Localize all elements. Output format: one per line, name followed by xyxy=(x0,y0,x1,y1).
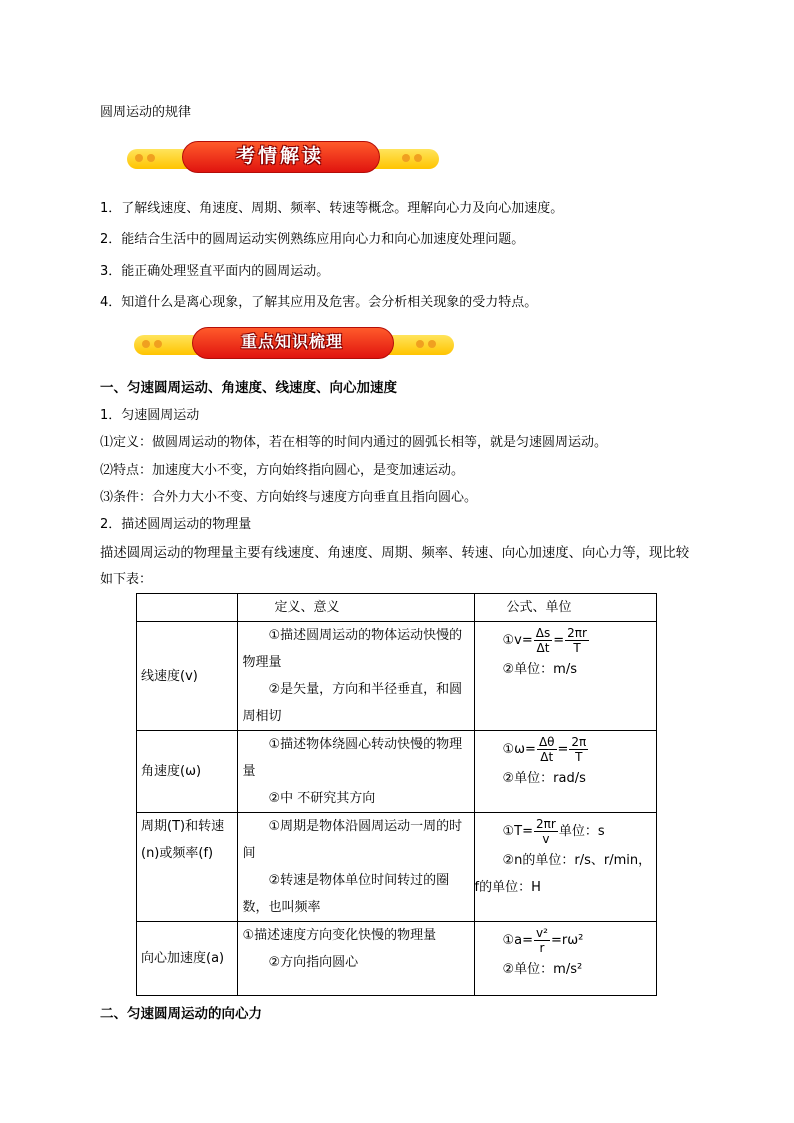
quantities-table xyxy=(136,593,657,996)
row-definition: ①周期是物体沿圆周运动一周的时间 ②转速是物体单位时间转过的圈数，也叫频率 xyxy=(238,813,474,922)
objective-2: 2．能结合生活中的圆周运动实例熟练应用向心力和向心加速度处理问题。 xyxy=(100,232,525,247)
row-name: 周期(T)和转速(n)或频率(f) xyxy=(137,813,238,922)
paragraph-line-1: 描述圆周运动的物理量主要有线速度、角速度、周期、频率、转速、向心加速度、向心力等，现比较 xyxy=(100,546,690,561)
point-definition: ⑴定义：做圆周运动的物体，若在相等的时间内通过的圆弧长相等，就是匀速圆周运动。 xyxy=(100,435,608,450)
table-header-cell: 公式、单位 xyxy=(474,594,656,622)
unit: ②单位：rad/s xyxy=(502,771,586,786)
banner-zhongdian-text: 重点知识梳理 xyxy=(240,332,343,351)
page-title: 圆周运动的规律 xyxy=(100,105,192,120)
subheading-1: 1．匀速圆周运动 xyxy=(100,408,200,423)
unit: ②n的单位：r/s、r/min， xyxy=(502,853,652,868)
row-formula xyxy=(474,922,656,996)
table-header-cell xyxy=(137,594,238,622)
row-formula xyxy=(474,731,656,813)
objective-1: 1．了解线速度、角速度、周期、频率、转速等概念。理解向心力及向心加速度。 xyxy=(100,201,564,216)
point-condition: ⑶条件：合外力大小不变、方向始终与速度方向垂直且指向圆心。 xyxy=(100,490,478,505)
formula: ①v= $\frac{\Delta s}{\Delta t}$ = $\frac{2\pi r}{T}$ xyxy=(502,626,587,655)
banner-kaoqing-text: 考情解读 xyxy=(235,145,324,167)
row-formula xyxy=(474,622,656,731)
row-definition: ①描述圆周运动的物体运动快慢的物理量 ②是矢量，方向和半径垂直，和圆周相切 xyxy=(238,622,474,731)
section-2-heading: 二、匀速圆周运动的向心力 xyxy=(100,1006,262,1022)
row-definition: ①描述速度方向变化快慢的物理量 ②方向指向圆心 xyxy=(238,922,474,996)
section-1-heading: 一、匀速圆周运动、角速度、线速度、向心加速度 xyxy=(100,380,397,396)
point-feature: ⑵特点：加速度大小不变，方向始终指向圆心，是变加速运动。 xyxy=(100,463,465,478)
paragraph-line-2: 如下表： xyxy=(100,572,153,587)
table-row xyxy=(137,813,657,922)
formula: ①a= $\frac{\text{v²}}{r}$ =rω² xyxy=(502,926,584,955)
banner-zhongdian xyxy=(134,326,454,360)
subheading-2: 2．描述圆周运动的物理量 xyxy=(100,517,252,532)
unit: f的单位：H xyxy=(474,880,541,895)
banner-kaoqing xyxy=(127,140,439,174)
table-header-cell: 定义、意义 xyxy=(238,594,474,622)
row-name: 线速度(v) xyxy=(137,622,238,731)
unit: ②单位：m/s xyxy=(502,662,577,677)
row-definition: ①描述物体绕圆心转动快慢的物理量 ②中 不研究其方向 xyxy=(238,731,474,813)
formula: ①ω= $\frac{\Delta\theta}{\Delta t}$ = $\frac{2\pi}{T}$ xyxy=(502,735,587,764)
row-name: 角速度(ω) xyxy=(137,731,238,813)
table-row xyxy=(137,622,657,731)
row-formula xyxy=(474,813,656,922)
unit: ②单位：m/s² xyxy=(502,962,583,977)
table-row xyxy=(137,731,657,813)
row-name: 向心加速度(a) xyxy=(137,922,238,996)
table-row xyxy=(137,922,657,996)
objective-3: 3．能正确处理竖直平面内的圆周运动。 xyxy=(100,264,330,279)
table-header-row xyxy=(137,594,657,622)
objective-4: 4．知道什么是离心现象，了解其应用及危害。会分析相关现象的受力特点。 xyxy=(100,295,538,310)
formula: ①T= $\frac{2\pi r}{v}$ 单位：s xyxy=(502,817,605,846)
